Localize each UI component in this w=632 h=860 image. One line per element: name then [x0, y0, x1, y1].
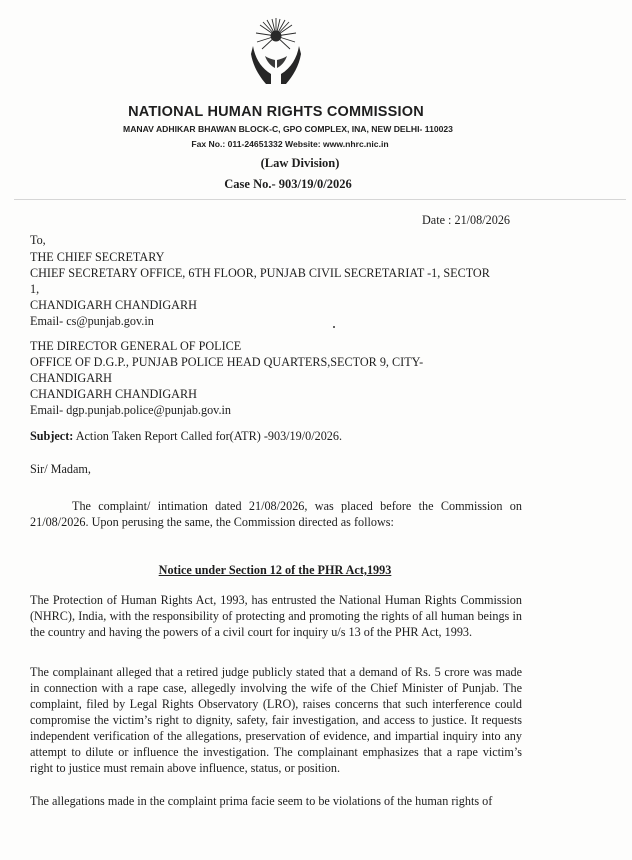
header-divider [14, 199, 626, 200]
salutation: Sir/ Madam, [30, 462, 91, 476]
scan-speck [333, 326, 335, 328]
paragraph-2: The complainant alleged that a retired judge publicly stated that a demand of Rs. 5 crore was made in connection with a rape case, allegedly involving the wife of the Chief Minister of Punjab. The complaint, filed by Legal Rights Observatory (LRO), raises concerns that such interference could compromise the victim’s right to dignity, safety, fair investigation, and access to justice. It requests independent verification of the allegations, preservation of evidence, and impartial inquiry into any attempt to dilute or influence the investigation. The complainant emphasizes that a rape victim’s right to justice must remain above influence, status, or position. [30, 665, 522, 775]
addressee1-line3: 1, [30, 282, 40, 296]
subject-label: Subject: [30, 429, 74, 443]
addressee2-line3: CHANDIGARH [30, 371, 112, 385]
to-label: To, [30, 233, 46, 247]
addressee2-email: Email- dgp.punjab.police@punjab.gov.in [30, 403, 231, 417]
intro-paragraph: The complaint/ intimation dated 21/08/2026, was placed before the Commission on 21/08/2026. Upon perusing the same, the Commission directed as follows: [30, 499, 522, 529]
addressee2-line4: CHANDIGARH CHANDIGARH [30, 387, 197, 401]
paragraph-3: The allegations made in the complaint prima facie seem to be violations of the human rights of [30, 794, 493, 808]
division-label: (Law Division) [260, 156, 340, 170]
notice-heading: Notice under Section 12 of the PHR Act,1993 [158, 563, 392, 577]
addressee1-email: Email- cs@punjab.gov.in [30, 314, 154, 328]
addressee1-line2: CHIEF SECRETARY OFFICE, 6TH FLOOR, PUNJAB CIVIL SECRETARIAT -1, SECTOR [30, 266, 490, 280]
addressee1-line1: THE CHIEF SECRETARY [30, 250, 165, 264]
org-name: NATIONAL HUMAN RIGHTS COMMISSION [128, 104, 424, 120]
paragraph-1: The Protection of Human Rights Act, 1993, has entrusted the National Human Rights Commission (NHRC), India, with the responsibility of protecting and promoting the rights of all human beings in the country and having the powers of a civil court for inquiry u/s 13 of the PHR Act, 1993. [30, 593, 522, 639]
org-address: MANAV ADHIKAR BHAWAN BLOCK-C, GPO COMPLEX, INA, NEW DELHI- 110023 [123, 124, 453, 134]
case-number: Case No.- 903/19/0/2026 [224, 177, 352, 191]
subject-line [30, 428, 342, 444]
addressee2-line1: THE DIRECTOR GENERAL OF POLICE [30, 339, 242, 353]
letter-date: Date : 21/08/2026 [422, 213, 511, 227]
addressee2-line2: OFFICE OF D.G.P., PUNJAB POLICE HEAD QUARTERS,SECTOR 9, CITY- [30, 355, 424, 369]
org-contact: Fax No.: 011-24651332 Website: www.nhrc.nic.in [191, 139, 389, 149]
nhrc-emblem-icon [247, 16, 305, 88]
addressee1-line4: CHANDIGARH CHANDIGARH [30, 298, 197, 312]
subject-text: Action Taken Report Called for(ATR) -903/19/0/2026. [73, 429, 343, 443]
